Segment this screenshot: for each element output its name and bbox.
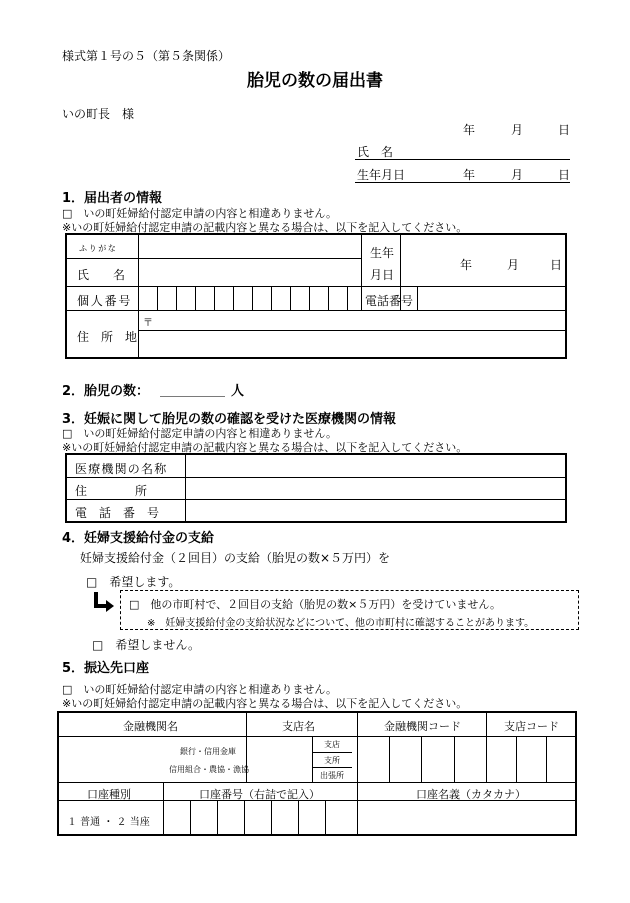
bank-account-table (57, 711, 577, 836)
address-label: 住 所 地 (77, 330, 138, 344)
date-day: 日 (558, 123, 571, 137)
birth-label-1: 生年 (370, 246, 395, 260)
birth-month: 月 (507, 258, 520, 272)
branch-code-header: 支店コード (504, 720, 559, 733)
section2-heading: 2．胎児の数： (62, 384, 150, 399)
medical-institution-address-label: 住 所 (75, 484, 148, 498)
other-municipality-box (120, 590, 579, 630)
header-name-underline (355, 159, 570, 160)
page-title: 胎児の数の届出書 (247, 71, 383, 91)
header-birth-year: 年 (463, 168, 476, 182)
bank-code-header: 金融機関コード (384, 720, 461, 733)
phone-label: 電話番号 (365, 294, 414, 308)
furigana-label: ふりがな (79, 244, 118, 253)
name-field[interactable] (155, 262, 355, 284)
medical-institution-phone-label: 電 話 番 号 (75, 506, 160, 520)
account-number-header: 口座番号（右詰で記入） (199, 788, 320, 801)
bank-name-header: 金融機関名 (123, 720, 178, 733)
bank-type-2: 信用組合・農協・漁協 (169, 765, 249, 774)
account-type-header: 口座種別 (87, 788, 131, 801)
birth-year: 年 (460, 258, 473, 272)
date-month: 月 (511, 123, 524, 137)
section5-heading: 5．振込先口座 (62, 661, 150, 676)
section4-heading: 4．妊婦支援給付金の支給 (62, 531, 215, 546)
header-name-label: 氏 名 (357, 145, 394, 159)
account-type-options[interactable]: １ 普通 ・ ２ 当座 (67, 817, 150, 828)
bank-type-1: 銀行・信用金庫 (180, 747, 236, 756)
account-holder-header: 口座名義（カタカナ） (416, 788, 526, 801)
branch-type-2: 支所 (324, 756, 340, 765)
postal-mark: 〒 (143, 318, 153, 329)
arrow-down-right-icon (90, 590, 120, 616)
date-year: 年 (463, 123, 476, 137)
option-yes-checkbox[interactable]: □ 希望します。 (86, 575, 181, 589)
section4-lead: 妊婦支援給付金（２回目）の支給（胎児の数×５万円）を (80, 551, 391, 565)
header-birth-month: 月 (511, 168, 524, 182)
section5-note: ※いの町妊婦給付認定申請の記載内容と異なる場合は、以下を記入してください。 (62, 697, 468, 710)
section5-checkbox[interactable]: □ いの町妊婦給付認定申請の内容と相違ありません。 (62, 683, 338, 696)
form-number: 様式第１号の５（第５条関係） (62, 49, 231, 63)
birth-label-2: 月日 (370, 268, 395, 282)
section1-note: ※いの町妊婦給付認定申請の記載内容と異なる場合は、以下を記入してください。 (62, 221, 468, 234)
fetus-count-unit: 人 (231, 384, 245, 399)
addressee: いの町長 様 (62, 107, 135, 121)
section1-checkbox[interactable]: □ いの町妊婦給付認定申請の内容と相違ありません。 (62, 207, 338, 220)
header-birthdate-underline (355, 182, 570, 183)
branch-name-header: 支店名 (282, 720, 315, 733)
header-birthdate-label: 生年月日 (357, 168, 406, 182)
other-municipality-checkbox[interactable]: □ 他の市町村で、２回目の支給（胎児の数×５万円）を受けていません。 (129, 598, 502, 611)
other-municipality-note: ※ 妊婦支援給付金の支給状況などについて、他の市町村に確認することがあります。 (147, 618, 535, 629)
branch-type-1: 支店 (324, 740, 340, 749)
furigana-field[interactable] (155, 239, 355, 257)
section3-table (65, 453, 567, 523)
section3-checkbox[interactable]: □ いの町妊婦給付認定申請の内容と相違ありません。 (62, 427, 338, 440)
birth-day: 日 (550, 258, 563, 272)
option-no-checkbox[interactable]: □ 希望しません。 (92, 638, 201, 652)
fetus-count-blank[interactable]: ＿＿＿＿＿ (160, 384, 226, 399)
name-label: 氏 名 (77, 268, 126, 282)
section1-heading: 1．届出者の情報 (62, 191, 163, 206)
header-birth-day: 日 (558, 168, 571, 182)
section1-table (65, 233, 567, 359)
id-number-label: 個人番号 (77, 294, 133, 308)
medical-institution-name-label: 医療機関の名称 (75, 462, 168, 476)
branch-type-3: 出張所 (320, 771, 344, 780)
section3-heading: 3．妊娠に関して胎児の数の確認を受けた医療機関の情報 (62, 412, 397, 427)
section3-note: ※いの町妊婦給付認定申請の記載内容と異なる場合は、以下を記入してください。 (62, 441, 468, 454)
